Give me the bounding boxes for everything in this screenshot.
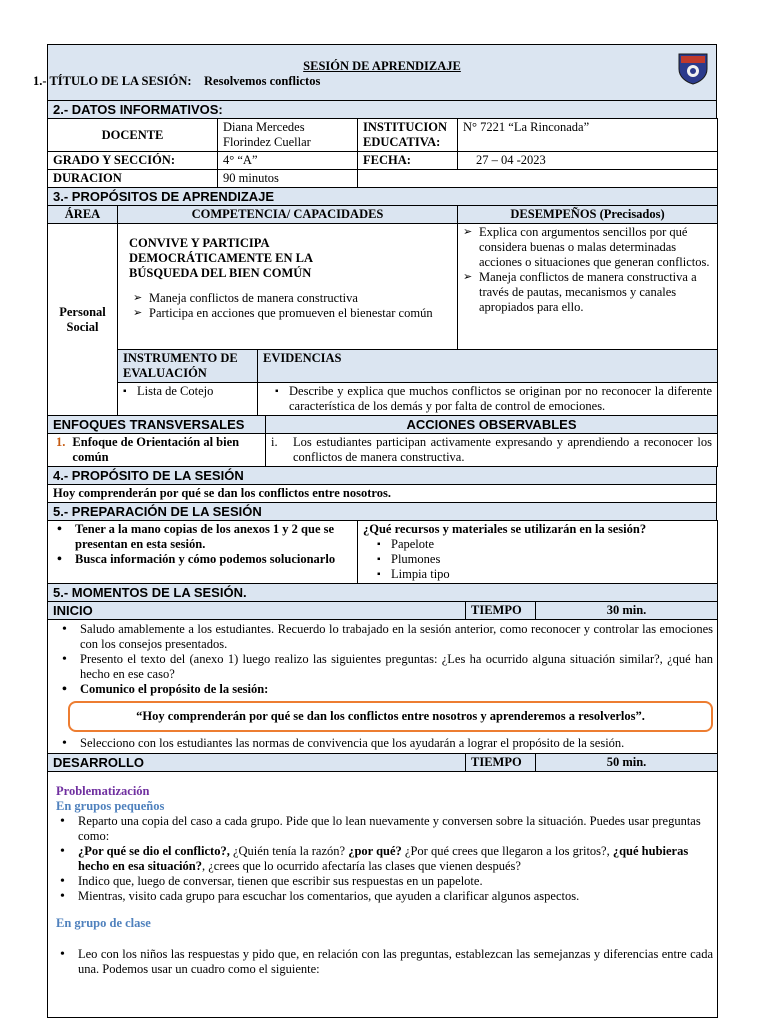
list-item: • Tener a la mano copias de los anexos 1 y 2 que se presentan en esta sesión. [75,522,352,552]
list-item: • Leo con los niños las respuestas y pido que, en relación con las preguntas, establezcan las semejanzas y diferencias entre cada una. Podemos usar un cuadro como el siguiente: [78,947,713,977]
accion-cell [266,434,718,467]
question-text: ¿por qué? [348,844,402,858]
proposito-text: Hoy comprenderán por qué se dan los conflictos entre nosotros. [48,485,717,503]
proposito-highlight-box: “Hoy comprenderán por qué se dan los conflictos entre nosotros y aprenderemos a resolverlos”. [68,701,713,732]
session-title: Resolvemos conflictos [204,74,321,88]
list-item: • Selecciono con los estudiantes las normas de convivencia que los ayudarán a lograr el propósito de la sesión. [80,736,713,751]
competencia-col-header: COMPETENCIA/ CAPACIDADES [118,206,458,224]
school-crest-logo [676,51,710,85]
desarrollo-cell [48,772,718,1018]
recursos-cell [358,521,718,584]
proposito-heading: 4.- PROPÓSITO DE LA SESIÓN [48,467,717,485]
area-col-header: ÁREA [48,206,118,224]
evidencia-list [263,384,712,414]
inicio-list-end [56,736,713,751]
preparacion-list [53,522,352,567]
instrumento-label: INSTRUMENTO DE EVALUACIÓN [118,350,258,383]
list-item: ▪ Describe y explica que muchos conflictos se originan por no reconocer la diferente característica de los demás y por falta de control de emociones. [289,384,712,414]
grupos-pequenos-heading: En grupos pequeños [56,799,165,813]
fecha-label: FECHA: [358,152,458,170]
inicio-tiempo-value: 30 min. [536,602,718,620]
instrumento-cell [118,383,258,416]
problematizacion-heading: Problematización [56,784,150,798]
list-item: ➢ Explica con argumentos sencillos por qué considera buenas o malas determinadas acciones o situaciones que generan conflictos. [479,225,712,270]
list-item: ➢ Maneja conflictos de manera constructiva [149,291,452,306]
recursos-question: ¿Qué recursos y materiales se utilizarán en la sesión? [363,522,647,536]
instrumento-list [123,384,252,399]
inicio-list [56,622,713,697]
grupos-pequenos-list [56,814,713,904]
enfoque-cell [48,434,266,467]
inicio-cell [48,620,718,754]
grupo-clase-heading: En grupo de clase [56,916,151,930]
list-item: ▪ Lista de Cotejo [137,384,252,399]
question-text: ¿Por qué crees que llegaron a los gritos?, [401,844,613,858]
enfoque-number: 1. [56,435,66,449]
competencia-title: CONVIVE Y PARTICIPA DEMOCRÁTICAMENTE EN LA BÚSQUEDA DEL BIEN COMÚN [129,236,313,280]
question-text: ¿Quién tenía la razón? [229,844,349,858]
preparacion-cell [48,521,358,584]
list-item: ➢ Maneja conflictos de manera constructiva a través de pautas, mecanismos y canales apropiados para ello. [479,270,712,315]
question-text: ¿Por qué se dio el conflicto?, [78,844,230,858]
proposito-table [47,466,717,521]
capacidades-list [123,291,452,321]
competencia-cell [118,224,458,350]
datos-table [47,118,718,188]
desempenos-cell [458,224,718,350]
question-text: ¿qué hubieras hecho en esa situación? [78,844,689,873]
preparacion-table [47,520,718,584]
recursos-list [363,537,712,582]
page-title: SESIÓN DE APRENDIZAJE [303,59,461,73]
list-item: ➢ Participa en acciones que promueven el bienestar común [149,306,452,321]
area-value: Personal Social [48,224,118,416]
fecha-value: 27 – 04 -2023 [458,152,718,170]
acciones-label: ACCIONES OBSERVABLES [266,416,718,434]
session-table [33,44,717,119]
desarrollo-tiempo-value: 50 min. [536,754,718,772]
propositos-table [47,187,718,416]
docente-value: Diana Mercedes Florindez Cuellar [218,119,358,152]
enfoque-text: Enfoque de Orientación al bien común [72,435,240,464]
grado-value: 4° “A” [218,152,358,170]
session-plan [33,44,717,1018]
list-item: • Busca información y cómo podemos solucionarlo [75,552,352,567]
title-cell [33,45,717,101]
grado-label: GRADO Y SECCIÓN: [48,152,218,170]
duracion-value: 90 minutos [218,170,358,188]
list-item: • Saludo amablemente a los estudiantes. Recuerdo lo trabajado en la sesión anterior, como reconocer y controlar las emociones con los consejos presentados. [80,622,713,652]
preparacion-heading: 5.- PREPARACIÓN DE LA SESIÓN [48,503,717,521]
session-number: 1.- [33,74,47,88]
question-text: , ¿crees que lo ocurrido afectaría las clases que vienen después? [201,859,521,873]
institucion-label: INSTITUCION EDUCATIVA: [358,119,458,152]
inicio-tiempo-label: TIEMPO [466,602,536,620]
evidencias-label: EVIDENCIAS [258,350,718,383]
desarrollo-tiempo-label: TIEMPO [466,754,536,772]
duracion-label: DURACION [48,170,218,188]
accion-text: Los estudiantes participan activamente expresando y aprendiendo a reconocer los conflictos de manera constructiva. [293,435,712,464]
accion-number: i. [271,435,278,449]
desempenos-list [463,225,712,315]
session-title-label: TÍTULO DE LA SESIÓN: [49,74,192,88]
list-item: • Mientras, visito cada grupo para escuchar los comentarios, que ayuden a clarificar algunos aspectos. [78,889,713,904]
momentos-heading: 5.- MOMENTOS DE LA SESIÓN. [48,584,718,602]
list-item: • Indico que, luego de conversar, tienen que escribir sus respuestas en un papelote. [78,874,713,889]
institucion-value: N° 7221 “La Rinconada” [458,119,718,152]
list-item: ▪ Papelote [391,537,712,552]
desempenos-col-header: DESEMPEÑOS (Precisados) [458,206,718,224]
grupo-clase-list [56,947,713,977]
datos-heading: 2.- DATOS INFORMATIVOS: [48,101,717,119]
propositos-heading: 3.- PROPÓSITOS DE APRENDIZAJE [48,188,718,206]
desarrollo-label: DESARROLLO [48,754,466,772]
list-item: • Comunico el propósito de la sesión: [80,682,713,697]
list-item: • Presento el texto del (anexo 1) luego realizo las siguientes preguntas: ¿Les ha ocurrido alguna situación similar?, ¿qué han hecho en ese caso? [80,652,713,682]
evidencia-cell [258,383,718,416]
inicio-label: INICIO [48,602,466,620]
docente-label-cell: DOCENTE [48,119,218,152]
list-item: ▪ Limpia tipo [391,567,712,582]
list-item: ▪ Plumones [391,552,712,567]
list-item: • Reparto una copia del caso a cada grupo. Pide que lo lean nuevamente y conversen sobre la situación. Puedes usar preguntas como: [78,814,713,844]
list-item [78,844,713,874]
enfoques-label: ENFOQUES TRANSVERSALES [48,416,266,434]
enfoques-table [47,415,718,467]
momentos-table [47,583,718,1018]
